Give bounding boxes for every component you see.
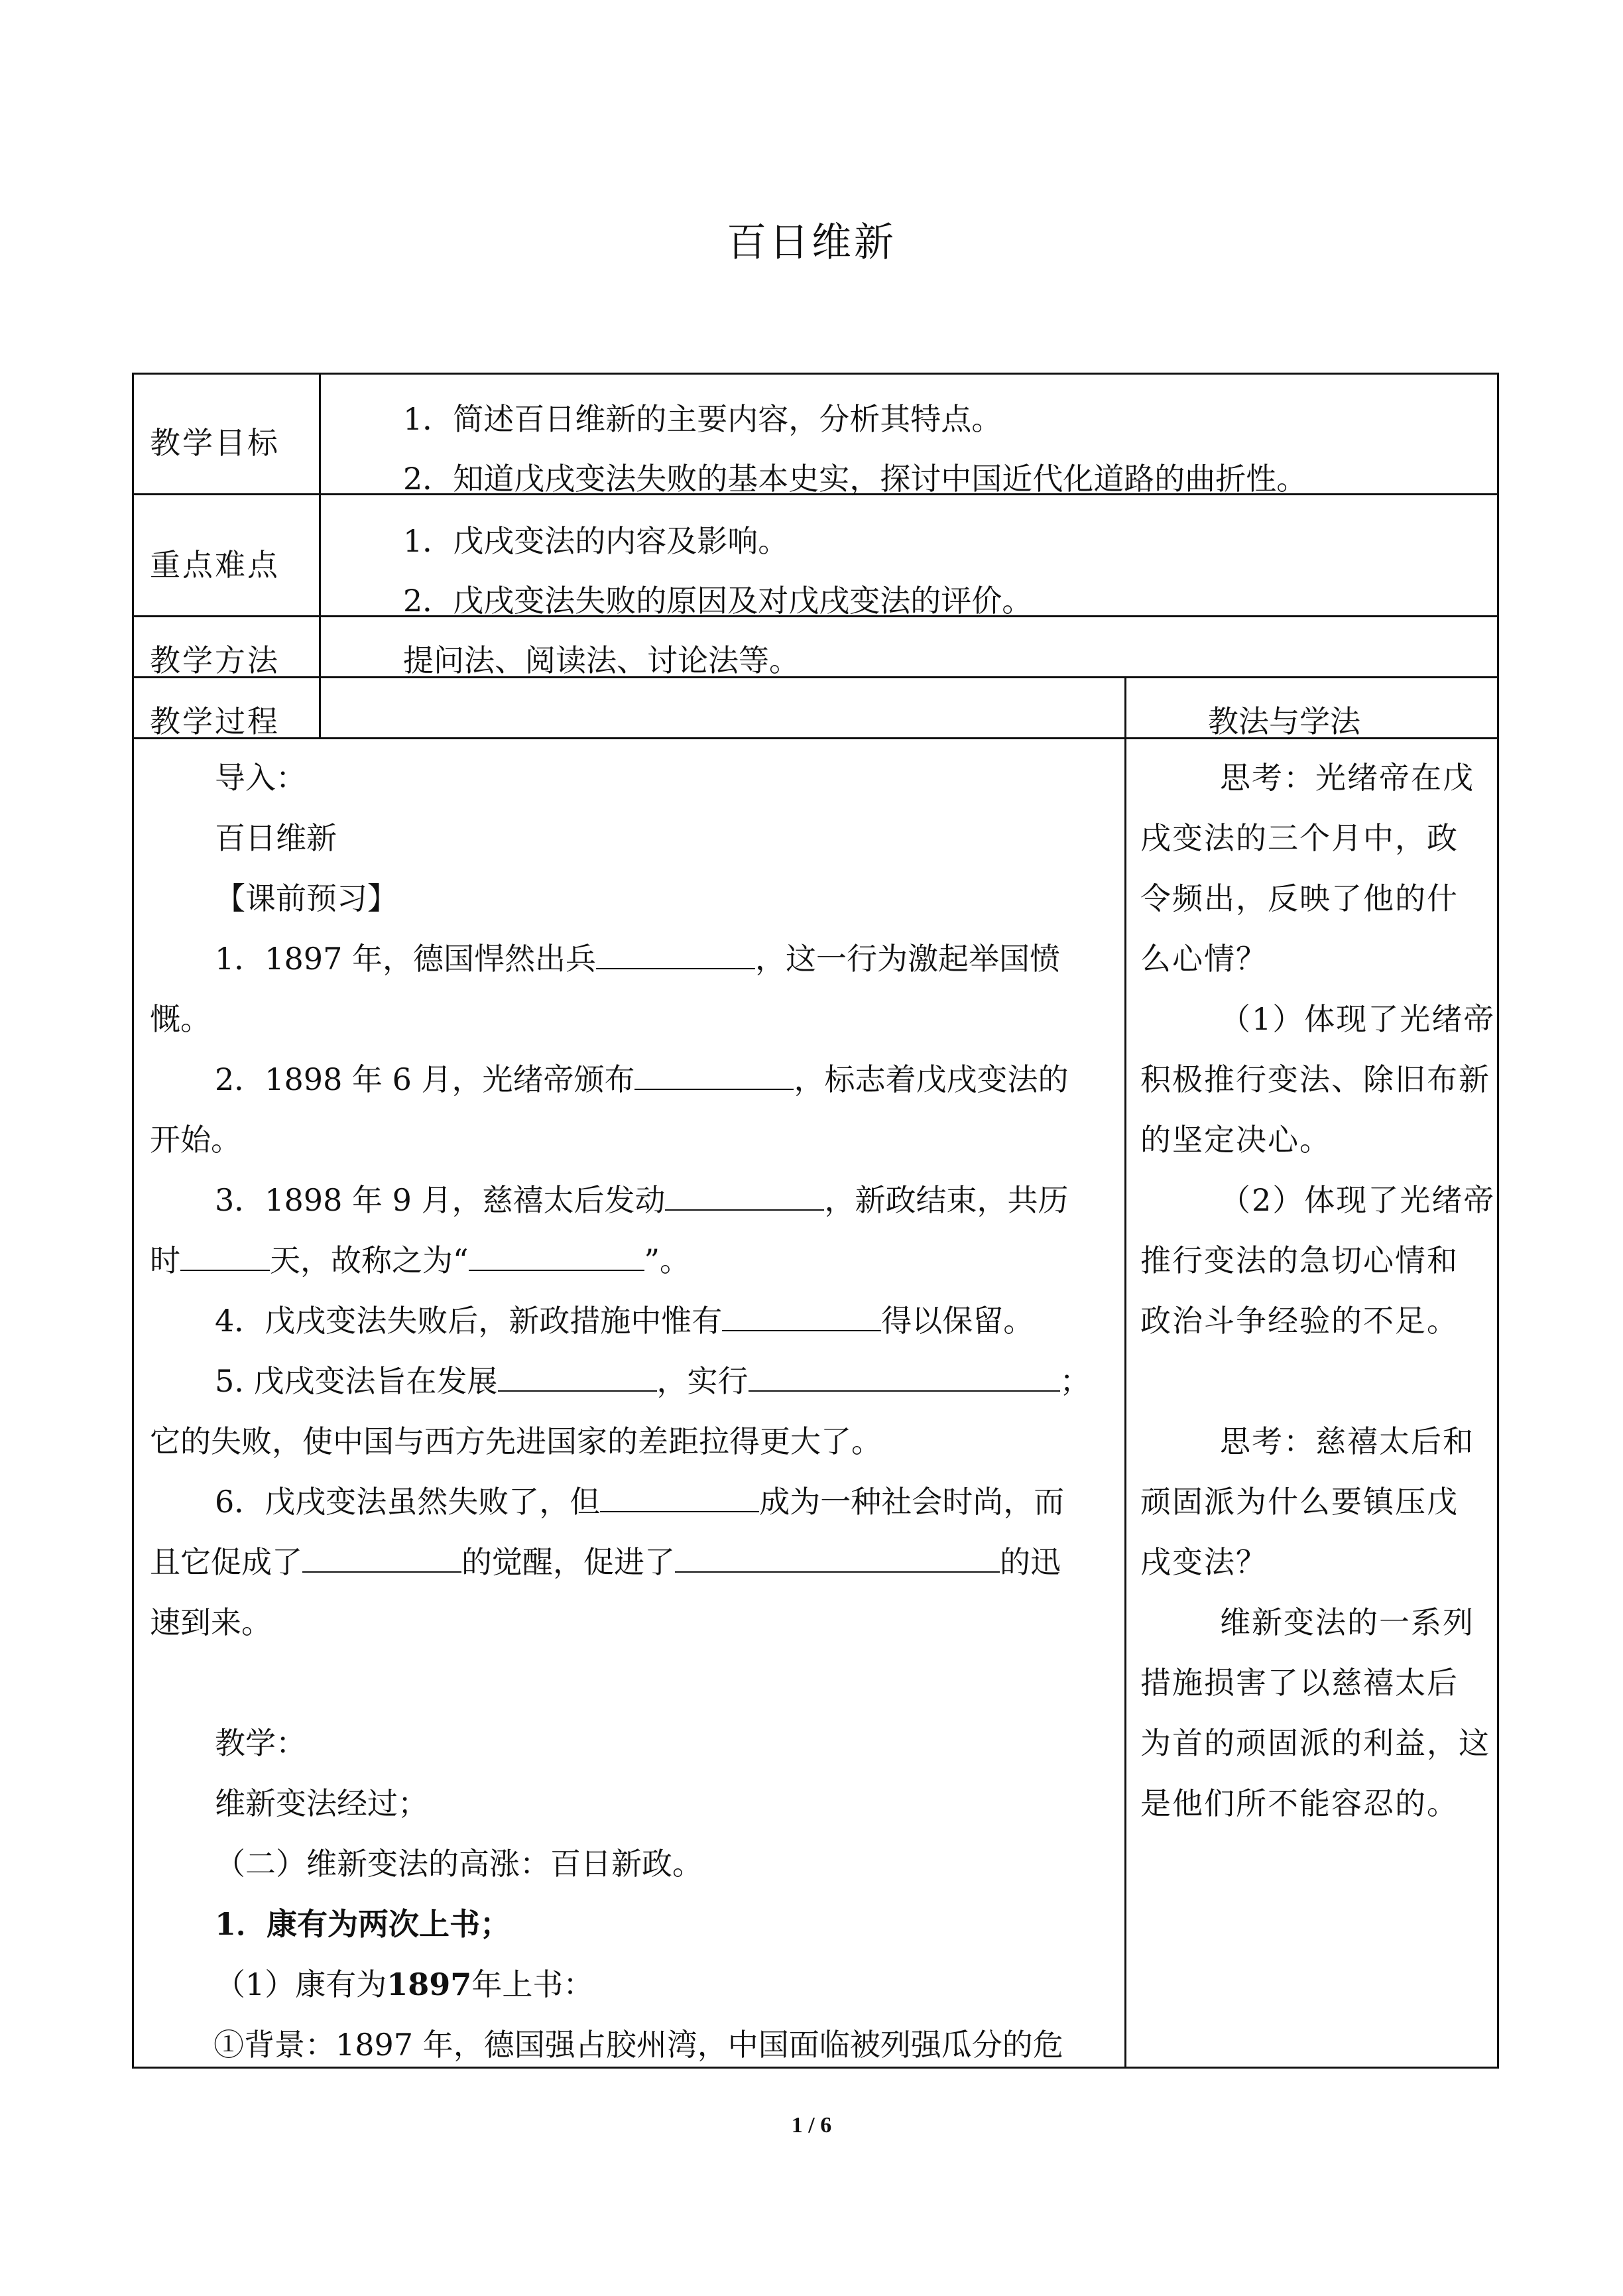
note-line: 思考：慈禧太后和 — [1220, 1423, 1474, 1459]
answer-blank — [749, 1353, 1060, 1392]
label-methods: 教学方法 — [150, 642, 280, 678]
note-line: 推行变法的急切心情和 — [1140, 1242, 1459, 1278]
teach-line: ①背景：1897 年，德国强占胶州湾，中国面临被列强瓜分的危 — [213, 2027, 1063, 2063]
answer-blank — [722, 1293, 881, 1331]
preview-heading: 【课前预习】 — [215, 880, 398, 916]
label-column-divider — [319, 373, 321, 737]
intro-label: 导入： — [215, 760, 306, 796]
notes-content — [1140, 748, 1496, 1834]
note-line: （2）体现了光绪帝 — [1220, 1182, 1496, 1218]
objective-item: 2．知道戊戌变法失败的基本史实，探讨中国近代化道路的曲折性。 — [403, 461, 1307, 497]
page-number: 1 / 6 — [791, 2113, 832, 2138]
answer-blank — [596, 931, 755, 969]
label-process: 教学过程 — [150, 703, 280, 739]
note-line: 维新变法的一系列 — [1220, 1604, 1474, 1640]
note-line: 措施损害了以慈禧太后 — [1140, 1665, 1459, 1701]
key-point-item: 2．戊戌变法失败的原因及对戊戌变法的评价。 — [403, 583, 1033, 619]
teach-label: 教学： — [215, 1725, 306, 1761]
answer-blank — [634, 1052, 794, 1090]
answer-blank — [180, 1233, 270, 1271]
key-point-item: 1．戊戌变法的内容及影响。 — [403, 523, 789, 559]
note-line: 戌变法？ — [1140, 1544, 1268, 1580]
teaching-process-content — [150, 748, 1105, 2075]
note-line: （1）体现了光绪帝 — [1220, 1001, 1496, 1037]
note-line: 顽固派为什么要镇压戊 — [1140, 1484, 1459, 1520]
question-5-cont: 它的失败，使中国与西方先进国家的差距拉得更大了。 — [150, 1423, 882, 1459]
notes-column-header: 教法与学法 — [1208, 703, 1360, 739]
question-1: 1．1897 年，德国悍然出兵 ，这一行为激起举国愤 — [150, 929, 1105, 989]
answer-blank — [498, 1353, 657, 1392]
row-divider — [132, 676, 1499, 678]
label-objectives: 教学目标 — [150, 425, 280, 461]
answer-blank — [302, 1534, 461, 1573]
question-6-cont: 且它促成了 的觉醒，促进了 的迅 — [150, 1532, 1105, 1593]
teach-line: 1．康有为两次上书； — [215, 1906, 511, 1942]
note-line: 为首的顽固派的利益，这 — [1140, 1725, 1490, 1761]
notes-column-divider — [1124, 676, 1126, 2069]
note-line: 令频出，反映了他的什 — [1140, 880, 1459, 916]
question-5: 5. 戊戌变法旨在发展 ，实行 ； — [150, 1351, 1105, 1412]
note-line: 思考：光绪帝在戊 — [1220, 760, 1474, 796]
note-line: 政治斗争经验的不足。 — [1140, 1303, 1459, 1339]
question-3-cont: 时 天，故称之为“ ”。 — [150, 1231, 1105, 1291]
note-line: 戌变法的三个月中，政 — [1140, 820, 1459, 856]
label-key-points: 重点难点 — [150, 547, 280, 583]
answer-blank — [665, 1172, 824, 1211]
answer-blank — [675, 1534, 1000, 1573]
teach-line: （二）维新变法的高涨：百日新政。 — [215, 1846, 703, 1882]
note-line: 么心情？ — [1140, 941, 1268, 977]
answer-blank — [469, 1233, 644, 1271]
note-line — [1140, 1351, 1492, 1412]
question-6: 6．戊戌变法虽然失败了，但 成为一种社会时尚，而 — [150, 1472, 1105, 1532]
question-3: 3．1898 年 9 月，慈禧太后发动 ，新政结束，共历 — [150, 1170, 1105, 1231]
teach-line: 维新变法经过； — [215, 1785, 428, 1821]
answer-blank — [600, 1474, 759, 1512]
teach-line: （1）康有为1897年上书： — [215, 1966, 594, 2002]
note-line: 是他们所不能容忍的。 — [1140, 1785, 1459, 1821]
objective-item: 1．简述百日维新的主要内容，分析其特点。 — [403, 401, 1002, 437]
spacer — [150, 1653, 1105, 1713]
note-line: 的坚定决心。 — [1140, 1122, 1331, 1158]
question-2-cont: 开始。 — [150, 1122, 241, 1158]
question-1-cont: 慨。 — [150, 1001, 211, 1037]
question-4: 4．戊戌变法失败后，新政措施中惟有 得以保留。 — [150, 1291, 1105, 1351]
note-line: 积极推行变法、除旧布新 — [1140, 1061, 1490, 1097]
methods-text: 提问法、阅读法、讨论法等。 — [403, 642, 800, 678]
intro-title: 百日维新 — [215, 820, 337, 856]
question-2: 2．1898 年 6 月，光绪帝颁布 ，标志着戊戌变法的 — [150, 1050, 1105, 1110]
question-6-end: 速到来。 — [150, 1604, 272, 1640]
page-title: 百日维新 — [727, 219, 896, 266]
